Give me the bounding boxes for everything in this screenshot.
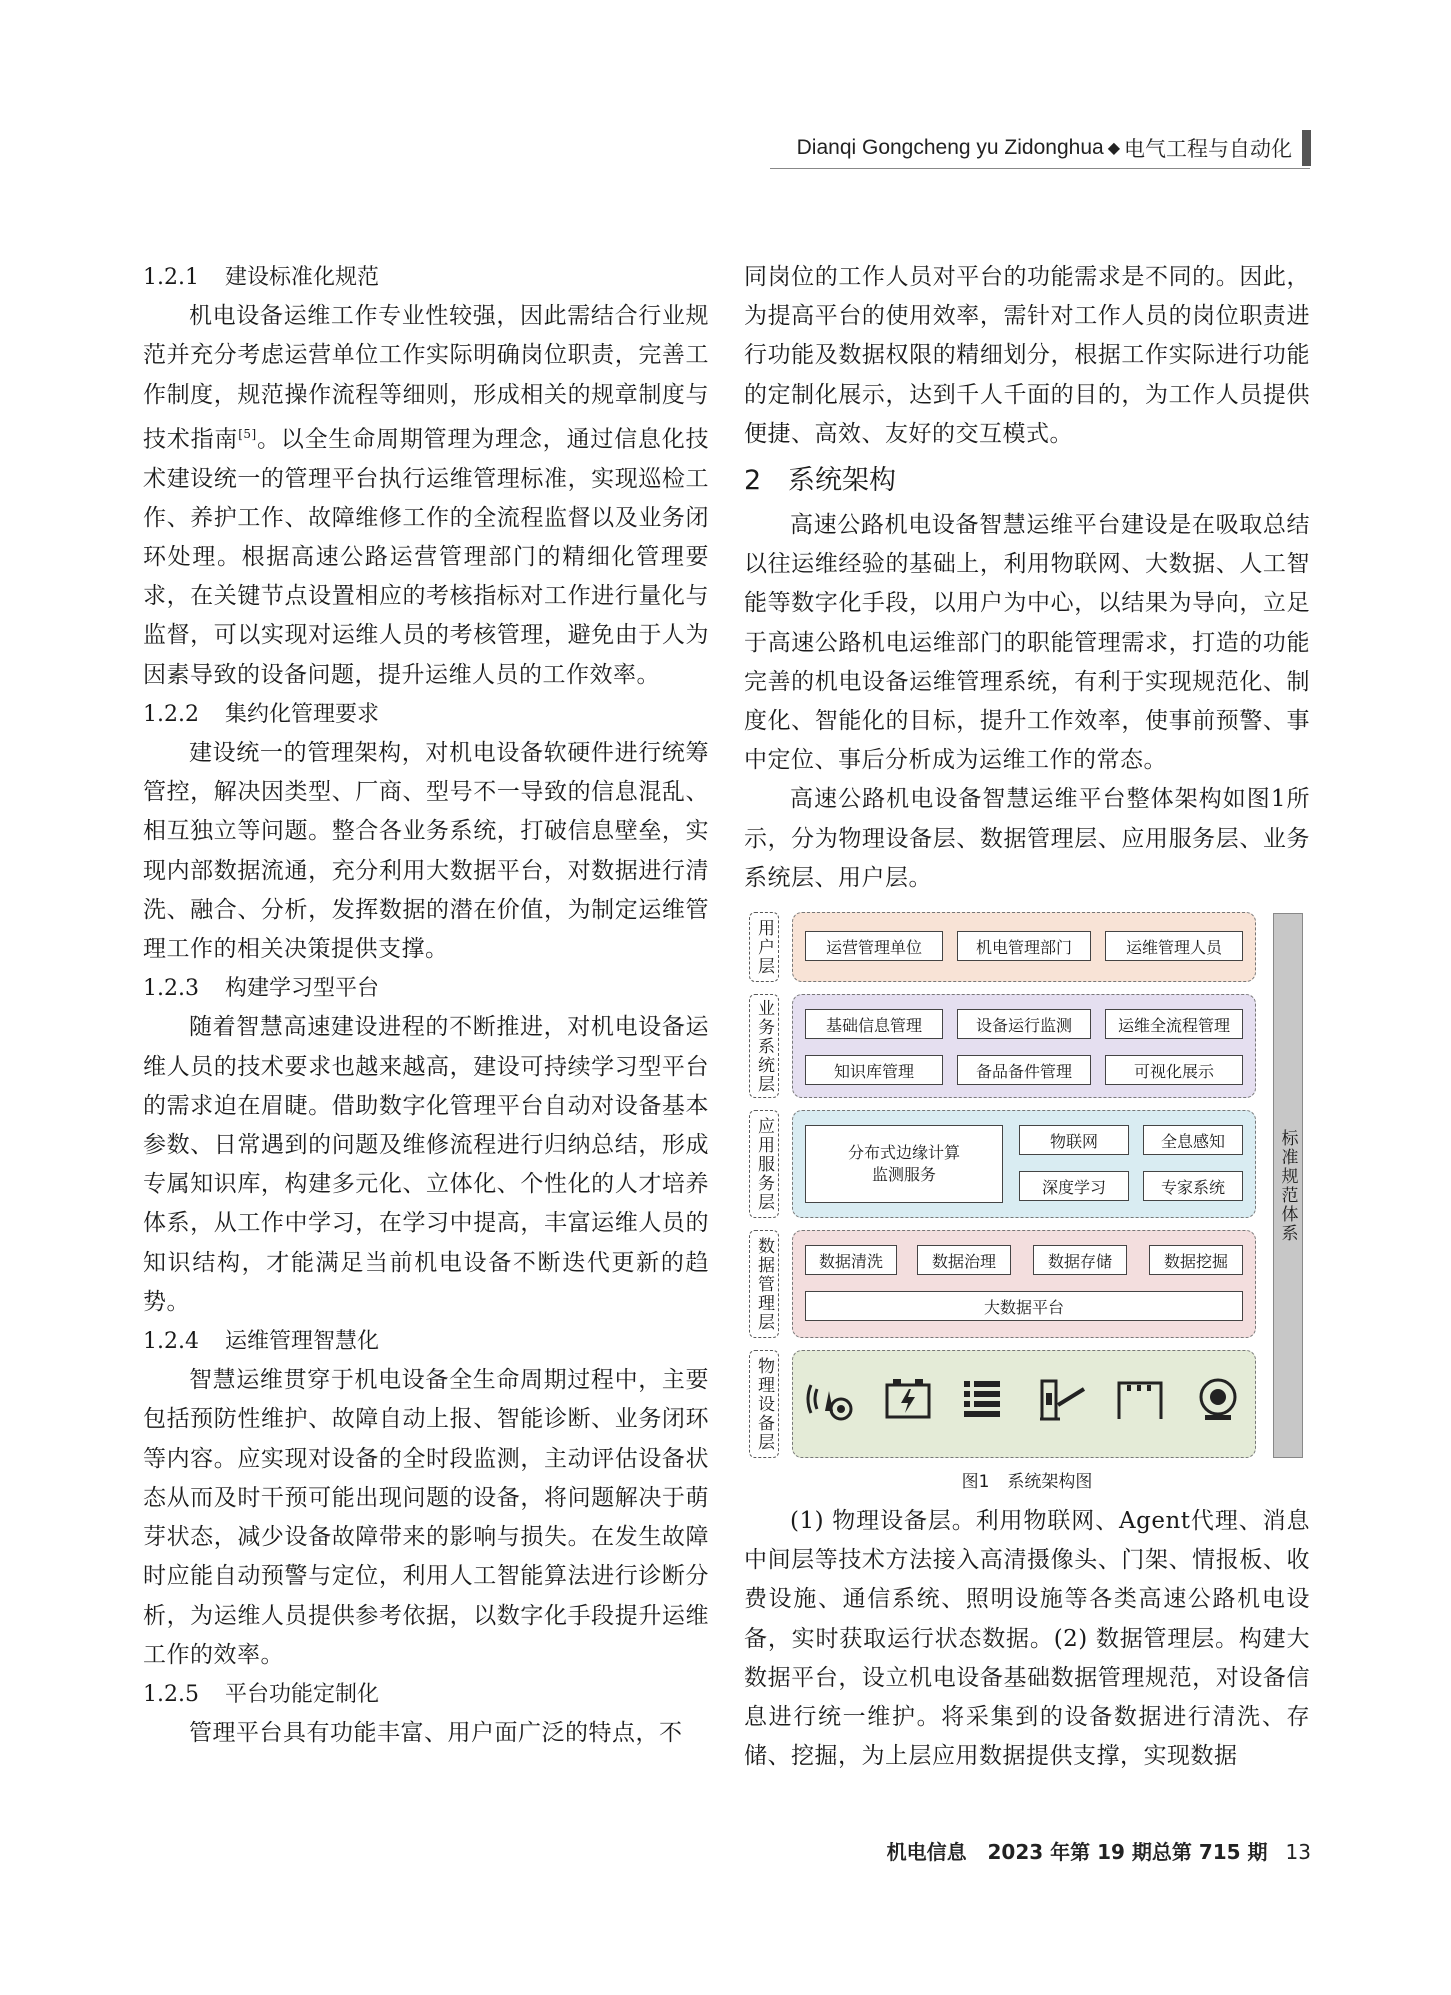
business-item: 可视化展示: [1105, 1055, 1243, 1085]
footer-journal: 机电信息: [886, 1840, 967, 1864]
data-layer: [792, 1230, 1256, 1338]
edge-computing-item: 分布式边缘计算 监测服务: [805, 1125, 1003, 1203]
server-rack-icon: [958, 1375, 1012, 1423]
business-item: 备品备件管理: [957, 1055, 1091, 1085]
layer-label-app: 应用服务层: [749, 1110, 779, 1218]
diamond-separator: ◆: [1107, 140, 1120, 157]
citation-ref: [5]: [238, 426, 257, 441]
paragraph: 高速公路机电设备智慧运维平台整体架构如图1所示，分为物理设备层、数据管理层、应用服务层、业务系统层、用户层。: [744, 786, 1310, 891]
paragraph: 智慧运维贯穿于机电设备全生命周期过程中，主要包括预防性维护、故障自动上报、智能诊断、业务闭环等内容。应实现对设备的全时段监测，主动评估设备状态从而及时干预可能出现问题的设备，将问题解决于萌芽状态，减少设备故障带来的影响与损失。在发生故障时应能自动预警与定位，利用人工智能算法进行诊断分析，为运维人员提供参考依据，以数字化手段提升运维工作的效率。: [143, 1367, 709, 1668]
paragraph: (1) 物理设备层。利用物联网、Agent代理、消息中间层等技术方法接入高清摄像头、门架、情报板、收费设施、通信系统、照明设施等各类高速公路机电设备，实时获取运行状态数据。(2) 数据管理层。构建大数据平台，设立机电设备基础数据管理规范，对设备信息进行统一维护。将采集到的设备数据进行清洗、存储、挖掘，为上层应用数据提供支撑，实现数据: [744, 1508, 1310, 1770]
paragraph: 机电设备运维工作专业性较强，因此需结合行业规范并充分考虑运营单位工作实际明确岗位职责，完善工作制度，规范操作流程等细则，形成相关的规章制度与技术指南[5]。以全生命周期管理为理念，通过信息化技术建设统一的管理平台执行运维管理标准，实现巡检工作、养护工作、故障维修工作的全流程监督以及业务闭环处理。根据高速公路运营管理部门的精细化管理要求，在关键节点设置相应的考核指标对工作进行量化与监督，可以实现对运维人员的考核管理，避免由于人为因素导致的设备问题，提升运维人员的工作效率。: [143, 303, 710, 688]
data-item: 数据清洗: [805, 1245, 897, 1275]
app-item: 专家系统: [1143, 1171, 1243, 1201]
business-layer: [792, 994, 1256, 1098]
right-column: [744, 258, 1310, 1776]
paragraph: 建设统一的管理架构，对机电设备软硬件进行统筹管控，解决因类型、厂商、型号不一导致的信息混乱、相互独立等问题。整合各业务系统，打破信息壁垒，实现内部数据流通，充分利用大数据平台，对数据进行清洗、融合、分析，发挥数据的潜在价值，为制定运维管理工作的相关决策提供支撑。: [143, 740, 709, 963]
left-column: [143, 258, 709, 1753]
layer-label-business: 业务系统层: [749, 994, 779, 1098]
app-item: 物联网: [1019, 1125, 1129, 1155]
section-heading: 2 系统架构: [744, 465, 896, 497]
app-item: 深度学习: [1019, 1171, 1129, 1201]
antenna-camera-icon: [803, 1375, 857, 1423]
data-item: 数据挖掘: [1149, 1245, 1243, 1275]
paragraph: 管理平台具有功能丰富、用户面广泛的特点，不: [189, 1720, 683, 1747]
business-item: 知识库管理: [805, 1055, 943, 1085]
section-heading: 1.2.3 构建学习型平台: [143, 976, 380, 1002]
journal-chinese-name: 电气工程与自动化: [1124, 138, 1292, 161]
power-supply-icon: [881, 1375, 935, 1423]
paragraph: 高速公路机电设备智慧运维平台建设是在吸取总结以往运维经验的基础上，利用物联网、大数据、人工智能等数字化手段，以用户为中心，以结果为导向，立足于高速公路机电运维部门的职能管理需求，打造的功能完善的机电设备运维管理系统，有利于实现规范化、制度化、智能化的目标，提升工作效率，使事前预警、事中定位、事后分析成为运维工作的常态。: [744, 512, 1310, 774]
header-bar: [1302, 130, 1311, 166]
footer-issue: 2023 年第 19 期总第 715 期: [987, 1840, 1268, 1864]
section-heading: 1.2.4 运维管理智慧化: [143, 1329, 380, 1355]
business-item: 运维全流程管理: [1105, 1009, 1243, 1039]
journal-pinyin: Dianqi Gongcheng yu Zidonghua: [796, 136, 1104, 159]
page-number: 13: [1285, 1840, 1311, 1864]
standard-system-bar: 标准规范体系: [1273, 913, 1303, 1458]
user-layer: [792, 912, 1256, 982]
architecture-figure: [744, 912, 1308, 1460]
app-layer: [792, 1110, 1256, 1218]
figure-caption: 图1 系统架构图: [961, 1472, 1093, 1493]
layer-label-data: 数据管理层: [749, 1230, 779, 1338]
page-footer: [887, 1836, 1311, 1865]
device-icons: [803, 1375, 1245, 1423]
data-item: 数据存储: [1033, 1245, 1127, 1275]
paragraph: 同岗位的工作人员对平台的功能需求是不同的。因此，为提高平台的使用效率，需针对工作人员的岗位职责进行功能及数据权限的精细划分，根据工作实际进行功能的定制化展示，达到千人千面的目的，为工作人员提供便捷、高效、友好的交互模式。: [744, 264, 1310, 447]
user-item: 运维管理人员: [1105, 931, 1243, 961]
bigdata-platform: 大数据平台: [805, 1291, 1243, 1321]
section-heading: 1.2.5 平台功能定制化: [143, 1681, 380, 1707]
gantry-icon: [1113, 1375, 1167, 1423]
layer-label-physical: 物理设备层: [749, 1350, 779, 1458]
section-heading: 1.2.2 集约化管理要求: [143, 701, 380, 727]
business-item: 基础信息管理: [805, 1009, 943, 1039]
header-rule: [770, 168, 1310, 169]
physical-layer: [792, 1350, 1256, 1458]
app-item: 全息感知: [1143, 1125, 1243, 1155]
section-heading: 1.2.1 建设标准化规范: [143, 265, 380, 290]
dome-camera-icon: [1191, 1375, 1245, 1423]
toll-barrier-icon: [1036, 1375, 1090, 1423]
data-item: 数据治理: [917, 1245, 1011, 1275]
paragraph: 随着智慧高速建设进程的不断推进，对机电设备运维人员的技术要求也越来越高，建设可持续学习型平台的需求迫在眉睫。借助数字化管理平台自动对设备基本参数、日常遇到的问题及维修流程进行归纳总结，形成专属知识库，构建多元化、立体化、个性化的人才培养体系，从工作中学习，在学习中提高，丰富运维人员的知识结构，才能满足当前机电设备不断迭代更新的趋势。: [143, 1014, 709, 1315]
layer-label-user: 用户层: [749, 912, 779, 982]
user-item: 机电管理部门: [957, 931, 1091, 961]
running-header: [797, 130, 1311, 166]
user-item: 运营管理单位: [805, 931, 943, 961]
business-item: 设备运行监测: [957, 1009, 1091, 1039]
